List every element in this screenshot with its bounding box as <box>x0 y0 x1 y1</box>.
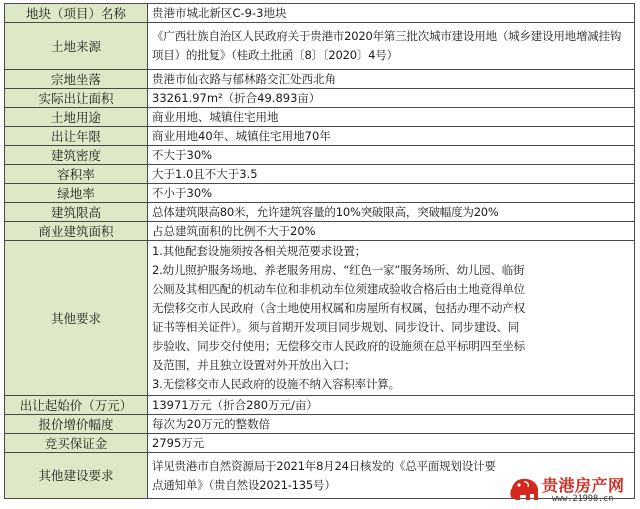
label-green-ratio: 绿地率 <box>5 184 148 203</box>
row-starting-price <box>5 396 635 415</box>
requirement-line: 3.无偿移交市人民政府的设施不纳入容积率计算。 <box>152 377 400 391</box>
value-deposit: 2795万元 <box>148 434 635 453</box>
row-project-name <box>5 4 635 23</box>
requirement-line: 2.幼儿照护服务场地、养老服务用房、“红色一家”服务场所、幼儿园、临街 <box>152 263 525 277</box>
requirement-line: 无偿移交市人民政府（含土地使用权属和房屋所有权属，包括办理不动产权 <box>152 301 525 315</box>
land-info-table <box>4 3 635 499</box>
label-term: 出让年限 <box>5 127 148 146</box>
watermark-title: 贵港房产网 <box>542 476 625 495</box>
row-other-requirements <box>5 241 635 396</box>
row-land-use <box>5 108 635 127</box>
requirement-line: 及范围，并且独立设置对外开放出入口； <box>152 358 356 372</box>
value-commercial-area: 占总建筑面积的比例不大于20% <box>148 222 635 241</box>
label-commercial-area: 商业建筑面积 <box>5 222 148 241</box>
row-commercial-area <box>5 222 635 241</box>
label-project-name: 地块（项目）名称 <box>5 4 148 23</box>
value-land-use: 商业用地、城镇住宅用地 <box>148 108 635 127</box>
value-plot-ratio: 大于1.0且不大于3.5 <box>148 165 635 184</box>
label-other-requirements: 其他要求 <box>5 241 148 396</box>
value-bid-increment: 每次为20万元的整数倍 <box>148 415 635 434</box>
requirement-line: 公厕及其相匹配的机动车位和非机动车位须建成验收合格后由土地竞得单位 <box>152 282 525 296</box>
row-density <box>5 146 635 165</box>
requirement-line: 步验收、同步交付使用；无偿移交市人民政府的设施须在总平标明四至坐标 <box>152 339 525 353</box>
value-density: 不大于30% <box>148 146 635 165</box>
label-density: 建筑密度 <box>5 146 148 165</box>
row-location <box>5 70 635 89</box>
label-land-source: 土地来源 <box>5 23 148 70</box>
watermark-url: www.21998.cn <box>552 494 614 504</box>
value-project-name: 贵港市城北新区C-9-3地块 <box>148 4 635 23</box>
row-land-source <box>5 23 635 70</box>
row-area <box>5 89 635 108</box>
label-starting-price: 出让起始价（万元） <box>5 396 148 415</box>
row-term <box>5 127 635 146</box>
label-deposit: 竞买保证金 <box>5 434 148 453</box>
requirement-line: 1.其他配套设施须按各相关规范要求设置； <box>152 244 366 258</box>
site-watermark <box>508 472 634 508</box>
value-height-limit: 总体建筑限高80米，允许建筑容量的10%突破限高，突破幅度为20% <box>148 203 635 222</box>
value-starting-price: 13971万元（折合280万元/亩） <box>148 396 635 415</box>
label-area: 实际出让面积 <box>5 89 148 108</box>
label-location: 宗地坐落 <box>5 70 148 89</box>
value-other-requirements <box>148 241 635 396</box>
value-area: 33261.97m²（折合49.893亩） <box>148 89 635 108</box>
value-land-source: 《广西壮族自治区人民政府关于贵港市2020年第三批次城市建设用地（城乡建设用地增减挂钩项目）的批复》（桂政土批函〔8〕〔2020〕4号） <box>148 23 635 70</box>
value-term: 商业用地40年、城镇住宅用地70年 <box>148 127 635 146</box>
value-other-construction: 详见贵港市自然资源局于2021年8月24日核发的《总平面规划设计要点通知单》（贵自然设2021-135号） <box>148 453 635 499</box>
row-height-limit <box>5 203 635 222</box>
value-location: 贵港市仙衣路与郁林路交汇处西北角 <box>148 70 635 89</box>
row-deposit <box>5 434 635 453</box>
requirement-line: 证书等相关证件）。须与首期开发项目同步规划、同步设计、同步建设、同 <box>152 320 520 334</box>
value-green-ratio: 不小于30% <box>148 184 635 203</box>
label-plot-ratio: 容积率 <box>5 165 148 184</box>
label-height-limit: 建筑限高 <box>5 203 148 222</box>
label-other-construction: 其他建设要求 <box>5 453 148 499</box>
row-bid-increment <box>5 415 635 434</box>
land-info-sheet <box>4 3 635 499</box>
row-green-ratio <box>5 184 635 203</box>
label-land-use: 土地用途 <box>5 108 148 127</box>
label-bid-increment: 报价增价幅度 <box>5 415 148 434</box>
elephant-logo-icon <box>508 474 542 504</box>
row-plot-ratio <box>5 165 635 184</box>
